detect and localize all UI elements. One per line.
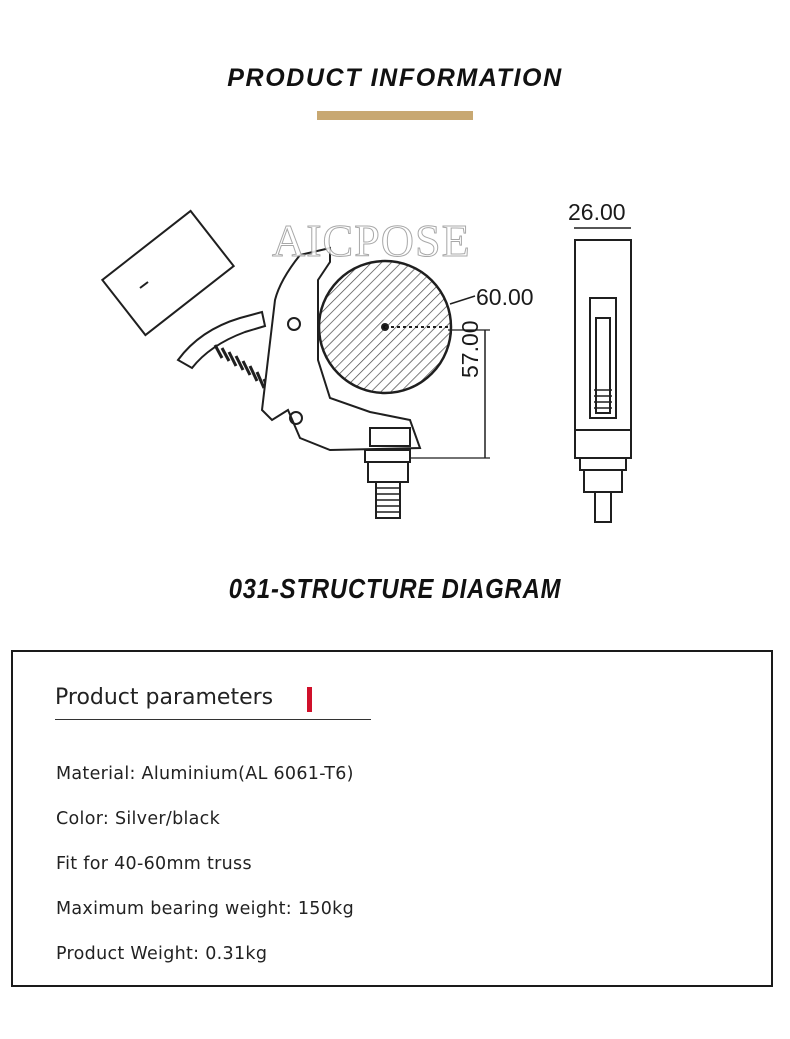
watermark-logo: AICPOSE: [272, 215, 471, 266]
clamp-side-view: [574, 228, 631, 522]
dimension-height: 57.00: [457, 320, 483, 378]
page-title: PRODUCT INFORMATION: [227, 64, 563, 92]
hex-nut: [368, 462, 408, 482]
side-slot-inner: [596, 318, 610, 413]
lever-handle: [102, 211, 233, 335]
param-material: Material: Aluminium(AL 6061-T6): [56, 764, 354, 784]
param-fit: Fit for 40-60mm truss: [56, 854, 252, 874]
param-max-weight: Maximum bearing weight: 150kg: [56, 899, 355, 919]
side-washer: [580, 458, 626, 470]
product-parameters-panel: [11, 650, 773, 987]
clamp-nut-block: [370, 428, 410, 446]
param-product-weight: Product Weight: 0.31kg: [56, 944, 268, 964]
washer: [365, 450, 410, 462]
heading-marker: [307, 687, 312, 712]
diagram-caption: 031-STRUCTURE DIAGRAM: [228, 573, 562, 604]
title-underline-bar: [317, 111, 473, 120]
spring: [215, 345, 271, 396]
dimension-side-width: 26.00: [568, 199, 626, 225]
heading-underline: [55, 719, 371, 720]
side-bolt: [595, 492, 611, 522]
diameter-leader: [450, 296, 475, 304]
params-heading: Product parameters: [55, 685, 274, 710]
dimension-diameter: 60.00: [476, 284, 534, 310]
param-color: Color: Silver/black: [56, 809, 221, 829]
side-nut: [584, 470, 622, 492]
lever-arm: [178, 312, 265, 368]
